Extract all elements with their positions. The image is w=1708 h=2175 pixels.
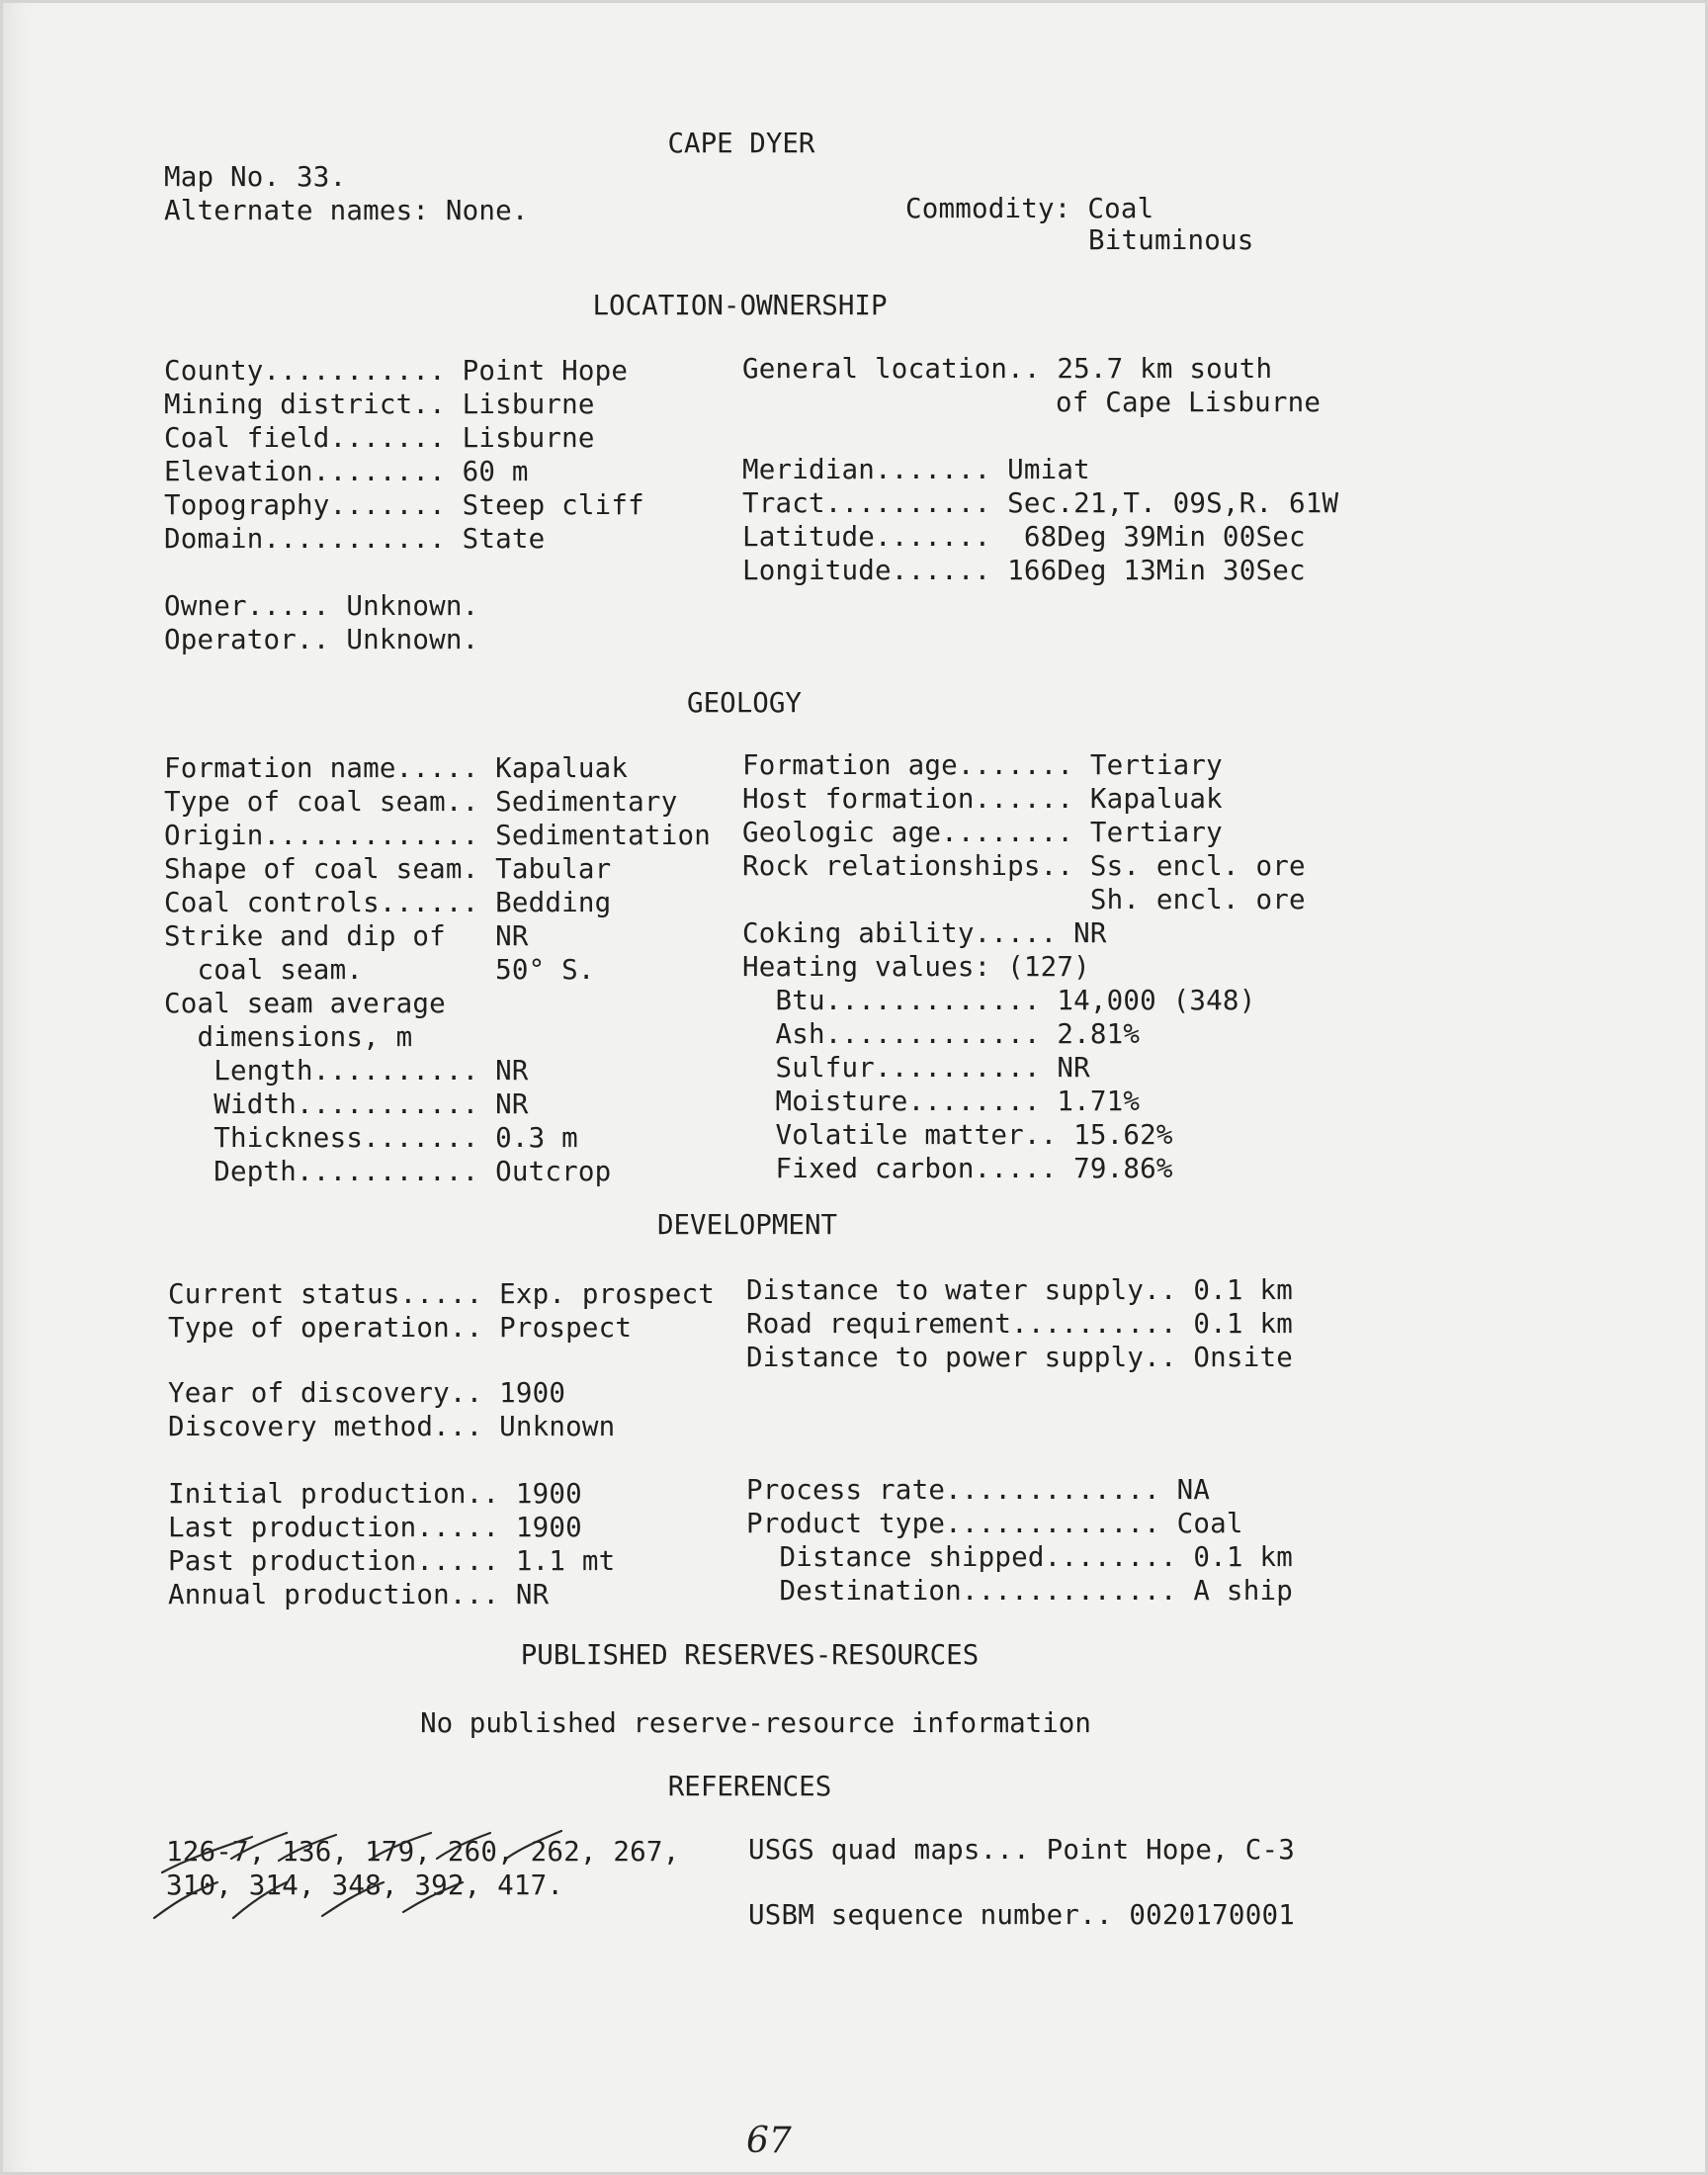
strike-mark xyxy=(231,1833,287,1859)
development-row: Type of operation.. Prospect xyxy=(168,1312,633,1344)
geology-right-row: Fixed carbon..... 79.86% xyxy=(742,1153,1173,1184)
geology-right-row: Moisture........ 1.71% xyxy=(742,1086,1141,1117)
commodity-type: Bituminous xyxy=(1088,224,1254,256)
geology-left-row: Coal seam average xyxy=(164,988,446,1019)
geology-right-row: Ash............. 2.81% xyxy=(742,1018,1141,1050)
location-mining-district: Mining district.. Lisburne xyxy=(164,389,595,420)
strike-mark xyxy=(322,1882,384,1916)
location-tract: Tract.......... Sec.21,T. 09S,R. 61W xyxy=(742,487,1339,519)
development-row: Last production..... 1900 xyxy=(168,1512,582,1543)
location-longitude: Longitude...... 166Deg 13Min 30Sec xyxy=(742,555,1306,586)
development-row: Distance to water supply.. 0.1 km xyxy=(746,1274,1293,1306)
general-location-cont: of Cape Lisburne xyxy=(1056,387,1322,418)
development-row: Process rate............. NA xyxy=(746,1474,1211,1506)
geology-left-row: Strike and dip of NR xyxy=(164,920,529,952)
geology-left-row: Shape of coal seam. Tabular xyxy=(164,853,612,885)
section-heading-development: DEVELOPMENT xyxy=(656,1209,838,1241)
geology-right-row: Sh. encl. ore xyxy=(742,884,1306,915)
geology-left-list xyxy=(164,751,711,1188)
owner: Owner..... Unknown. xyxy=(164,590,479,622)
geology-left-row: Formation name..... Kapaluak xyxy=(164,752,629,784)
development-row: Distance shipped........ 0.1 km xyxy=(746,1541,1293,1573)
commodity: Commodity: Coal xyxy=(905,193,1154,224)
geology-left-row: Origin............. Sedimentation xyxy=(164,820,711,851)
location-county: County........... Point Hope xyxy=(164,355,629,387)
page-title: CAPE DYER xyxy=(667,128,815,159)
usgs-quad-maps: USGS quad maps... Point Hope, C-3 xyxy=(748,1834,1295,1866)
page-number: 67 xyxy=(746,2121,792,2161)
development-row: Distance to power supply.. Onsite xyxy=(746,1342,1293,1373)
development-left-a xyxy=(168,1277,715,1345)
strike-mark xyxy=(154,1882,217,1918)
geology-right-row: Geologic age........ Tertiary xyxy=(742,817,1223,848)
development-row: Annual production... NR xyxy=(168,1579,550,1610)
strike-mark xyxy=(403,1882,463,1912)
section-heading-geology: GEOLOGY xyxy=(687,687,802,719)
map-number: Map No. 33. xyxy=(164,161,347,193)
development-right-a xyxy=(746,1273,1293,1374)
development-left-c xyxy=(168,1477,615,1611)
geology-left-row: coal seam. 50° S. xyxy=(164,954,595,986)
strike-mark xyxy=(372,1833,431,1859)
development-row: Destination............. A ship xyxy=(746,1575,1293,1607)
reserves-text: No published reserve-resource information xyxy=(420,1707,1091,1739)
section-heading-reserves: PUBLISHED RESERVES-RESOURCES xyxy=(520,1639,980,1671)
strike-mark xyxy=(506,1831,561,1859)
development-right-c xyxy=(746,1473,1293,1608)
handwritten-strikethrough-marks xyxy=(148,1819,702,1928)
strike-mark xyxy=(233,1882,287,1918)
geology-right-row: Coking ability..... NR xyxy=(742,917,1107,949)
geology-right-row: Volatile matter.. 15.62% xyxy=(742,1119,1173,1151)
geology-left-row: Length.......... NR xyxy=(164,1055,529,1087)
geology-left-row: dimensions, m xyxy=(164,1021,413,1053)
development-row: Current status..... Exp. prospect xyxy=(168,1278,715,1310)
development-row: Road requirement.......... 0.1 km xyxy=(746,1308,1293,1340)
location-meridian: Meridian....... Umiat xyxy=(742,454,1090,485)
development-row: Discovery method... Unknown xyxy=(168,1411,616,1442)
development-row: Past production..... 1.1 mt xyxy=(168,1545,616,1577)
general-location: General location.. 25.7 km south xyxy=(742,353,1273,385)
geology-right-row: Btu............. 14,000 (348) xyxy=(742,985,1256,1016)
geology-left-row: Thickness....... 0.3 m xyxy=(164,1122,578,1154)
location-coal-field: Coal field....... Lisburne xyxy=(164,422,595,454)
geology-right-row: Formation age....... Tertiary xyxy=(742,749,1223,781)
geology-right-list xyxy=(742,748,1306,1185)
location-elevation: Elevation........ 60 m xyxy=(164,456,529,487)
reference-numbers-line2: 310, 314, 348, 392, 417. xyxy=(166,1870,564,1901)
alternate-names: Alternate names: None. xyxy=(164,195,529,226)
location-topography: Topography....... Steep cliff xyxy=(164,489,644,521)
development-left-b xyxy=(168,1376,615,1443)
strike-mark xyxy=(437,1833,490,1859)
geology-left-row: Width........... NR xyxy=(164,1088,529,1120)
location-latitude: Latitude....... 68Deg 39Min 00Sec xyxy=(742,521,1306,553)
development-row: Product type............. Coal xyxy=(746,1508,1243,1539)
geology-left-row: Type of coal seam.. Sedimentary xyxy=(164,786,678,818)
geology-right-row: Heating values: (127) xyxy=(742,951,1090,983)
location-right-list xyxy=(742,453,1338,587)
reference-numbers-line1: 126-7, 136, 179, 260, 262, 267, xyxy=(166,1836,680,1868)
usbm-sequence-number: USBM sequence number.. 0020170001 xyxy=(748,1899,1295,1931)
section-heading-location: LOCATION-OWNERSHIP xyxy=(592,290,888,321)
development-row: Initial production.. 1900 xyxy=(168,1478,582,1510)
location-left-list xyxy=(164,354,644,556)
geology-right-row: Sulfur.......... NR xyxy=(742,1052,1090,1084)
geology-right-row: Host formation...... Kapaluak xyxy=(742,783,1223,815)
geology-left-row: Coal controls...... Bedding xyxy=(164,887,612,918)
operator: Operator.. Unknown. xyxy=(164,624,479,655)
section-heading-references: REFERENCES xyxy=(667,1771,832,1802)
geology-right-row: Rock relationships.. Ss. encl. ore xyxy=(742,850,1306,882)
geology-left-row: Depth........... Outcrop xyxy=(164,1156,612,1187)
strike-mark xyxy=(279,1835,336,1861)
development-row: Year of discovery.. 1900 xyxy=(168,1377,566,1409)
location-domain: Domain........... State xyxy=(164,523,546,555)
